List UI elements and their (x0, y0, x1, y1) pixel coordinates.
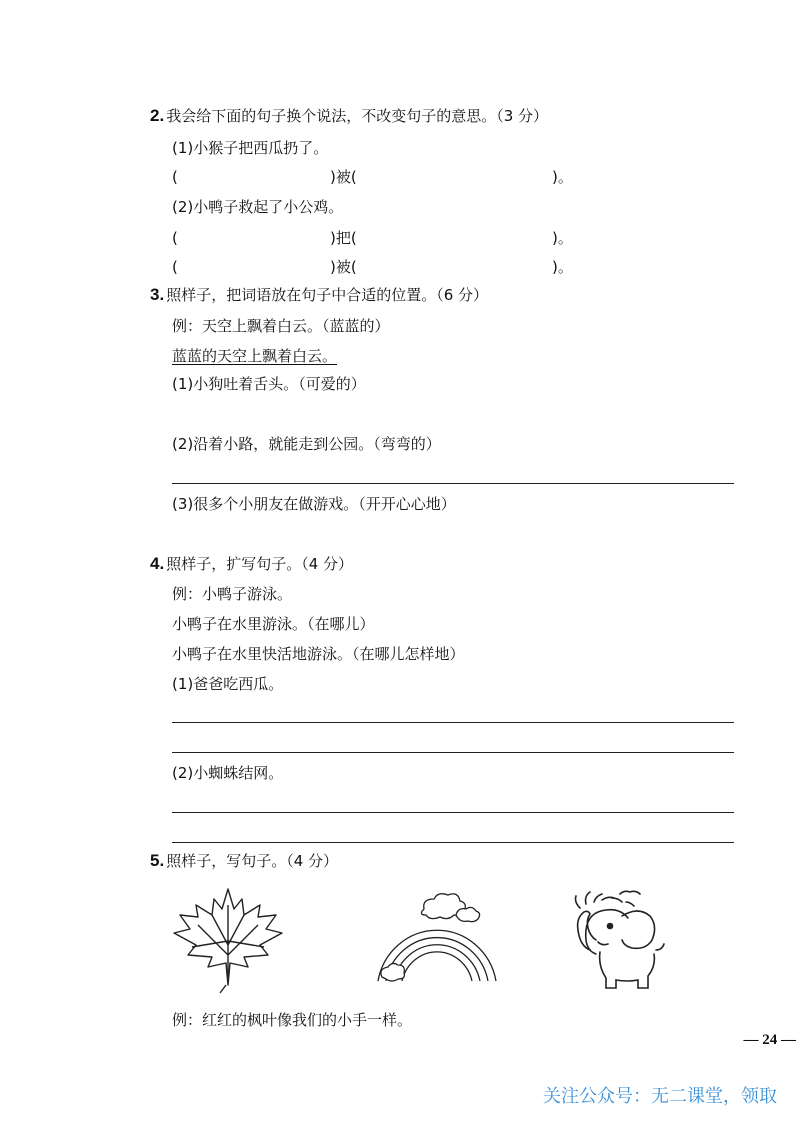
q3-item-1: (1)小狗吐着舌头。（可爱的） (172, 375, 366, 393)
q3-example: 例：天空上飘着白云。（蓝蓝的） (172, 317, 390, 335)
rainbow-icon (372, 885, 502, 985)
q2-sentence-1: (1)小猴子把西瓜扔了。 (172, 139, 329, 157)
q3-title-text: 照样子，把词语放在句子中合适的位置。（6 分） (166, 286, 489, 304)
q4-answer-line-1b[interactable] (172, 752, 734, 753)
q2-sentence-2: (2)小鸭子救起了小公鸡。 (172, 198, 344, 216)
q4-title-text: 照样子，扩写句子。（4 分） (166, 555, 354, 573)
q4-item-1: (1)爸爸吃西瓜。 (172, 675, 284, 693)
q3-answer-line-2[interactable] (172, 483, 734, 484)
q4-example-2: 小鸭子在水里游泳。（在哪儿） (172, 615, 375, 633)
q5-title-text: 照样子，写句子。（4 分） (166, 852, 339, 870)
page-number: — 24 — (743, 1032, 796, 1048)
q3-item-2: (2)沿着小路，就能走到公园。（弯弯的） (172, 435, 441, 453)
q3-number: 3. (150, 285, 165, 304)
q3-example-answer: 蓝蓝的天空上飘着白云。 (172, 347, 338, 365)
q4-item-2: (2)小蜘蛛结网。 (172, 764, 284, 782)
footer-promo-text: 关注公众号：无二课堂，领取 (543, 1086, 777, 1107)
elephant-icon (560, 880, 680, 995)
q4-title (150, 554, 353, 574)
q2-title-text: 我会给下面的句子换个说法，不改变句子的意思。（3 分） (166, 107, 549, 125)
q4-example-3: 小鸭子在水里快活地游泳。（在哪儿怎样地） (172, 645, 465, 663)
q3-item-3: (3)很多个小朋友在做游戏。（开开心心地） (172, 495, 456, 513)
q2-title (150, 106, 548, 126)
q5-number: 5. (150, 851, 165, 870)
maple-leaf-icon (168, 885, 288, 995)
q4-example-1: 例：小鸭子游泳。 (172, 585, 293, 603)
q5-example: 例：红红的枫叶像我们的小手一样。 (172, 1011, 413, 1029)
q4-number: 4. (150, 554, 165, 573)
q3-title (150, 285, 488, 305)
q5-title (150, 851, 338, 871)
q4-answer-line-2a[interactable] (172, 812, 734, 813)
q4-answer-line-2b[interactable] (172, 842, 734, 843)
q4-answer-line-1a[interactable] (172, 722, 734, 723)
q2-number: 2. (150, 106, 165, 125)
